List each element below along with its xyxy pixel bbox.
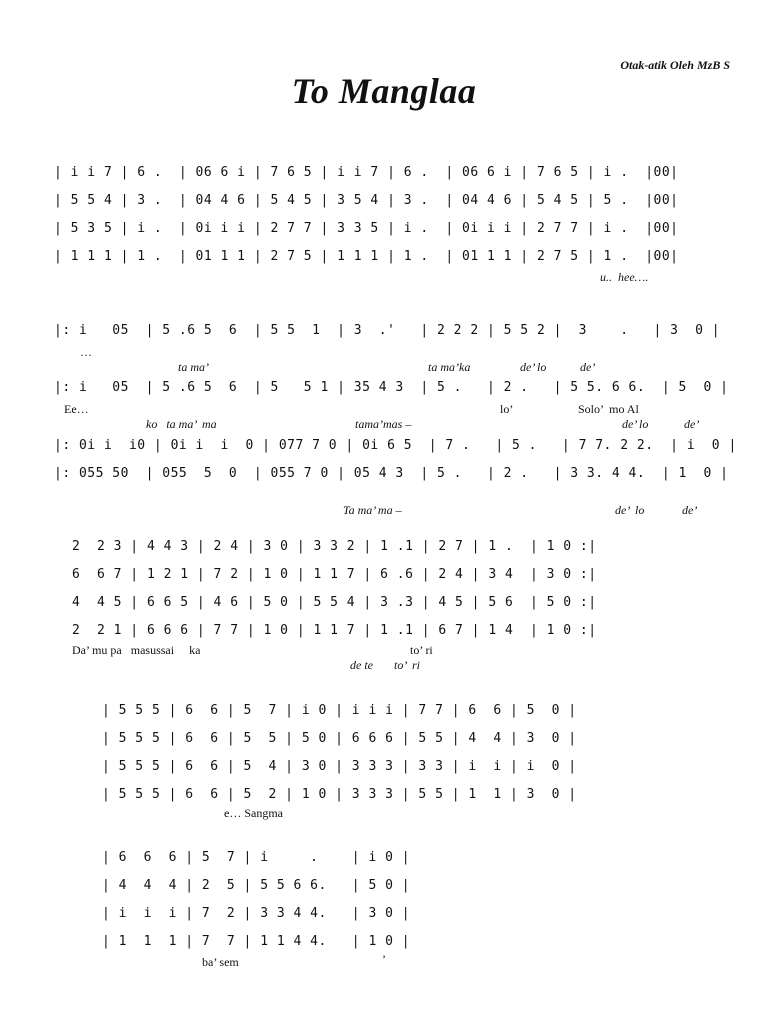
chorus-lyric-tamama: Ta ma’ ma – (343, 503, 402, 517)
verse-lyric-ee: Ee… (64, 402, 89, 416)
verse-lyric-solo: Solo’ mo Al (578, 402, 639, 416)
bridge-row-4: | 5 5 5 | 6 6 | 5 2 | 1 0 | 3 3 3 | 5 5 | 1 1 | 3 0 | (102, 787, 577, 802)
intro-row-1: | i i 7 | 6 . | 06 6 i | 7 6 5 | i i 7 | 6 . | 06 6 i | 7 6 5 | i . |00| (54, 165, 679, 180)
chorus-row-1: 2 2 3 | 4 4 3 | 2 4 | 3 0 | 3 3 2 | 1 .1 | 2 7 | 1 . | 1 0 :| (72, 539, 597, 554)
intro-row-4: | 1 1 1 | 1 . | 01 1 1 | 2 7 5 | 1 1 1 | 1 . | 01 1 1 | 2 7 5 | 1 . |00| (54, 249, 679, 264)
chorus-row-2: 6 6 7 | 1 2 1 | 7 2 | 1 0 | 1 1 7 | 6 .6 | 2 4 | 3 4 | 3 0 :| (72, 567, 597, 582)
verse-lyric-tamaka: ta ma’ka (428, 360, 471, 374)
verse-lyric-tama: ta ma’ (178, 360, 209, 374)
verse-lyric-delo-2: de’ lo (622, 417, 649, 431)
chorus-row-3: 4 4 5 | 6 6 5 | 4 6 | 5 0 | 5 5 4 | 3 .3 | 4 5 | 5 6 | 5 0 :| (72, 595, 597, 610)
song-title: To Manglaa (291, 71, 477, 111)
chorus-lyric-damupa: Da’ mu pa masussai ka (72, 643, 201, 657)
verse-lyric-delo: de’ lo (520, 360, 547, 374)
bridge-row-1: | 5 5 5 | 6 6 | 5 7 | i 0 | i i i | 7 7 | 6 6 | 5 0 | (102, 703, 577, 718)
verse-row-2: |: i 05 | 5 .6 5 6 | 5 5 1 | 35 4 3 | 5 . | 2 . | 5 5. 6 6. | 5 0 | (54, 380, 729, 395)
ending-lyric-basem: ba’ sem (202, 955, 239, 969)
verse-row-4: |: 055 50 | 055 5 0 | 055 7 0 | 05 4 3 | 5 . | 2 . | 3 3. 4 4. | 1 0 | (54, 466, 729, 481)
verse-lyric-kotama: ko ta ma’ ma (146, 417, 217, 431)
ending-row-4: | 1 1 1 | 7 7 | 1 1 4 4. | 1 0 | (102, 934, 411, 949)
chorus-lyric-de: de’ (682, 503, 698, 517)
bridge-row-2: | 5 5 5 | 6 6 | 5 5 | 5 0 | 6 6 6 | 5 5 | 4 4 | 3 0 | (102, 731, 577, 746)
intro-row-3: | 5 3 5 | i . | 0i i i | 2 7 7 | 3 3 5 | i . | 0i i i | 2 7 7 | i . |00| (54, 221, 679, 236)
ending-row-1: | 6 6 6 | 5 7 | i . | i 0 | (102, 850, 411, 865)
verse-lyric-de-2: de’ (684, 417, 700, 431)
ending-row-3: | i i i | 7 2 | 3 3 4 4. | 3 0 | (102, 906, 411, 921)
verse-row-3: |: 0i i i0 | 0i i i 0 | 077 7 0 | 0i 6 5 | 7 . | 5 . | 7 7. 2 2. | i 0 | (54, 438, 737, 453)
intro-lyric: u.. hee…. (600, 270, 649, 284)
ending-lyric-mark: ’ (382, 952, 386, 966)
arranger-credit: Otak-atik Oleh MzB S (620, 58, 730, 72)
bridge-lyric: e… Sangma (224, 806, 283, 820)
verse-lyric-de: de’ (580, 360, 596, 374)
verse-lyric-tamamas: tama’mas – (355, 417, 412, 431)
chorus-lyric-dete: de te to’ ri (350, 658, 420, 672)
verse-lyric-ellipsis: … (80, 345, 92, 359)
intro-row-2: | 5 5 4 | 3 . | 04 4 6 | 5 4 5 | 3 5 4 | 3 . | 04 4 6 | 5 4 5 | 5 . |00| (54, 193, 679, 208)
ending-row-2: | 4 4 4 | 2 5 | 5 5 6 6. | 5 0 | (102, 878, 411, 893)
bridge-row-3: | 5 5 5 | 6 6 | 5 4 | 3 0 | 3 3 3 | 3 3 | i i | i 0 | (102, 759, 577, 774)
verse-lyric-lo: lo’ (500, 402, 514, 416)
verse-row-1: |: i 05 | 5 .6 5 6 | 5 5 1 | 3 .' | 2 2 2 | 5 5 2 | 3 . | 3 0 | (54, 323, 721, 338)
chorus-lyric-tori: to’ ri (410, 643, 433, 657)
chorus-row-4: 2 2 1 | 6 6 6 | 7 7 | 1 0 | 1 1 7 | 1 .1 | 6 7 | 1 4 | 1 0 :| (72, 623, 597, 638)
chorus-lyric-delo: de’ lo (615, 503, 645, 517)
